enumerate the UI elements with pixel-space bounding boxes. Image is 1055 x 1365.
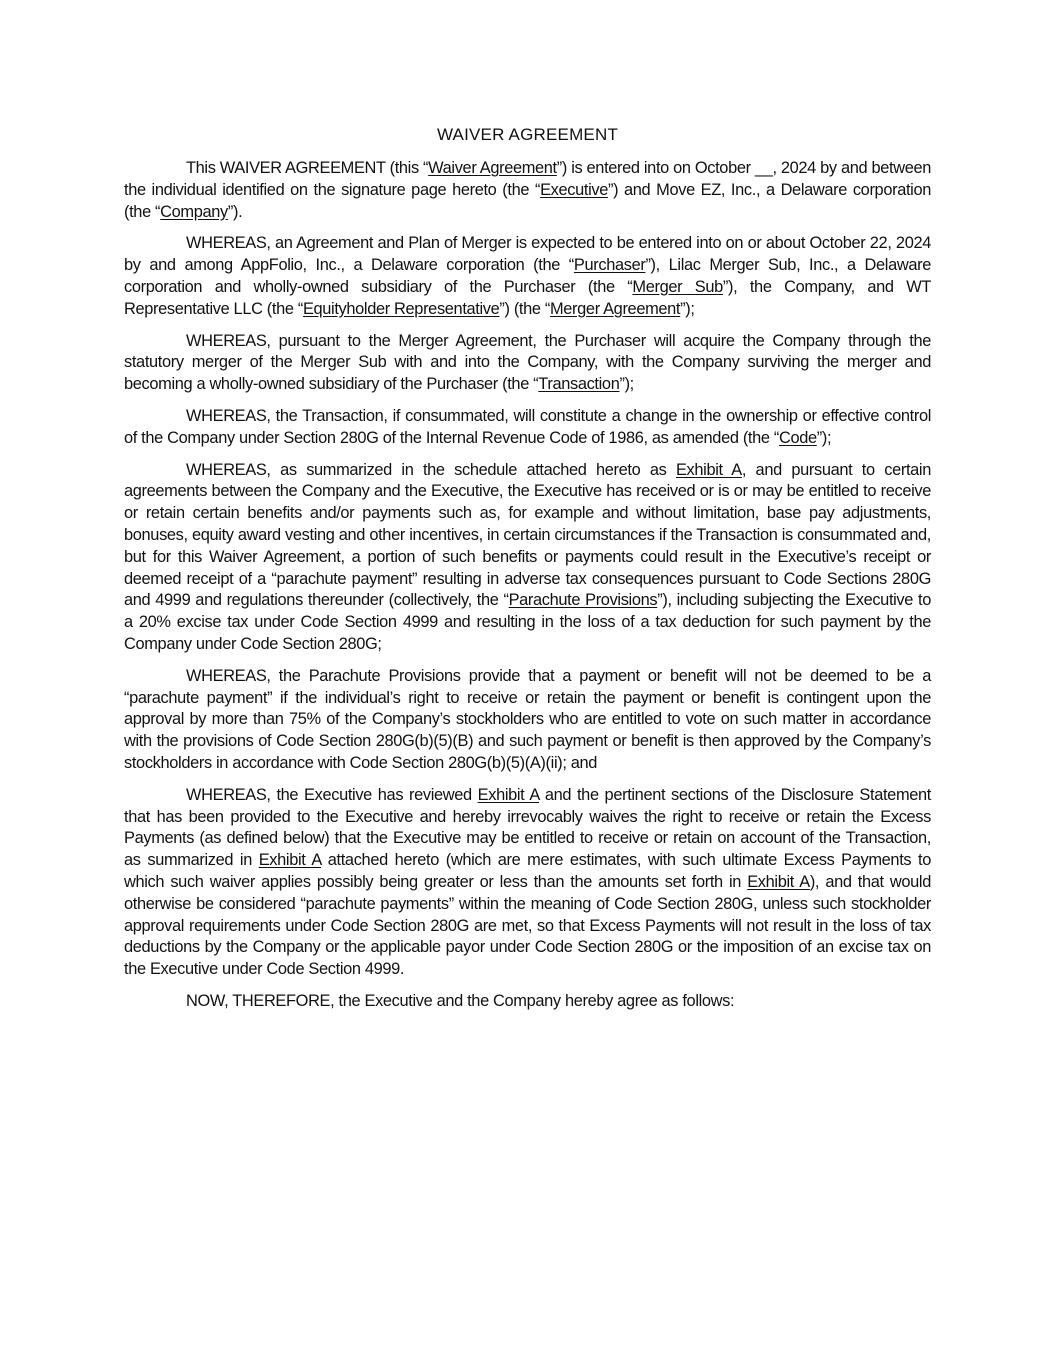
defined-term: Parachute Provisions (508, 591, 658, 610)
paragraph-text: ), and that would otherwise be considered “parachute payments” within the meaning of Code Section 280G, unless such stockholder approval requirements under Code Section 280G are met, so that Excess Payments will not result in the loss of tax deductions by the Company or the applicable payor under Code Section 280G or the imposition of an excise tax on the Executive under Code Section 4999. (124, 872, 931, 979)
defined-term: Exhibit A (258, 851, 321, 870)
defined-term: Executive (540, 180, 608, 199)
defined-term: Exhibit A (747, 872, 810, 891)
paragraph-text: ”) and Move EZ, Inc., a Delaware corporation (the “ (124, 180, 931, 221)
paragraph-text: WHEREAS, an Agreement and Plan of Merger is expected to be entered into on or about October 22, 2024 by and among AppFolio, Inc., a Delaware corporation (the “ (124, 234, 931, 275)
defined-term: Equityholder Representative (302, 299, 500, 318)
paragraph-text: NOW, THEREFORE, the Executive and the Company hereby agree as follows: (186, 991, 735, 1010)
document-page (124, 124, 931, 1023)
paragraph-text: ”); (816, 428, 832, 447)
paragraph-6 (124, 666, 931, 775)
paragraph-text: WHEREAS, the Parachute Provisions provide that a payment or benefit will not be deemed to be a “parachute payment” if the individual’s right to receive or retain the payment or benefit is contingent upon the approval by more than 75% of the Company’s stockholders who are entitled to vote on such matter in accordance with the provisions of Code Section 280G(b)(5)(B) and such payment or benefit is then approved by the Company’s stockholders in accordance with Code Section 280G(b)(5)(A)(ii); and (124, 666, 931, 772)
paragraph-text: , and pursuant to certain agreements between the Company and the Executive, the Executive has received or is or may be entitled to receive or retain certain benefits and/or payments such as, for example and without limitation, base pay adjustments, bonuses, equity award vesting and other incentives, in certain circumstances if the Transaction is consummated and, but for this Waiver Agreement, a portion of such benefits or payments could result in the Executive’s receipt or deemed receipt of a “parachute payment” resulting in adverse tax consequences pursuant to Code Sections 280G and 4999 and regulations thereunder (collectively, the “ (124, 460, 931, 610)
paragraph-text: ”); (619, 375, 634, 394)
paragraph-2 (124, 233, 931, 320)
defined-term: Company (160, 202, 228, 221)
paragraph-text: WHEREAS, the Executive has reviewed (186, 785, 478, 804)
paragraph-text: ”). (227, 202, 243, 221)
paragraph-text: ”) is entered into on October __, 2024 by and between the individual identified on the signature page hereto (the “ (124, 159, 931, 199)
document-body (124, 158, 931, 1013)
defined-term: Transaction (538, 375, 620, 394)
paragraph-text: WHEREAS, as summarized in the schedule attached hereto as (186, 460, 676, 479)
defined-term: Purchaser (573, 256, 646, 275)
defined-term: Waiver Agreement (428, 159, 557, 177)
paragraph-text: This WAIVER AGREEMENT (this “ (186, 159, 429, 177)
defined-term: Merger Sub (632, 277, 723, 296)
defined-term: Exhibit A (477, 785, 539, 804)
paragraph-text: ”) (the “ (499, 299, 550, 318)
document-title: WAIVER AGREEMENT (436, 125, 619, 144)
paragraph-text: attached hereto (which are mere estimates, with such ultimate Excess Payments to which such waiver applies possibly being greater or less than the amounts set forth in (124, 851, 931, 891)
paragraph-text: and the pertinent sections of the Disclosure Statement that has been provided to the Executive and hereby irrevocably waives the right to receive or retain the Excess Payments (as defined below) that the Executive may be entitled to receive or retain on account of the Transaction, as summarized in (124, 785, 931, 870)
paragraph-3 (124, 331, 931, 396)
defined-term: Code (778, 428, 817, 447)
paragraph-4 (124, 406, 931, 450)
defined-term: Merger Agreement (549, 299, 681, 318)
paragraph-text: ”), including subjecting the Executive to a 20% excise tax under Code Section 4999 and resulting in the loss of a tax deduction for such payment by the Company under Code Section 280G; (124, 591, 931, 653)
paragraph-text: WHEREAS, the Transaction, if consummated, will constitute a change in the ownership or effective control of the Company under Section 280G of the Internal Revenue Code of 1986, as amended (the “ (124, 406, 931, 447)
paragraph-text: ”), the Company, and WT Representative LLC (the “ (124, 277, 931, 318)
paragraph-7 (124, 785, 931, 981)
paragraph-text: WHEREAS, pursuant to the Merger Agreement, the Purchaser will acquire the Company through the statutory merger of the Merger Sub with and into the Company, with the Company surviving the merger and becoming a wholly-owned subsidiary of the Purchaser (the “ (124, 331, 931, 394)
paragraph-text: ”), Lilac Merger Sub, Inc., a Delaware corporation and wholly-owned subsidiary of the Purchaser (the “ (124, 256, 931, 296)
paragraph-1 (124, 158, 931, 223)
paragraph-8 (124, 991, 931, 1013)
paragraph-text: ”); (680, 299, 695, 318)
defined-term: Exhibit A (675, 460, 742, 479)
paragraph-5 (124, 460, 931, 656)
